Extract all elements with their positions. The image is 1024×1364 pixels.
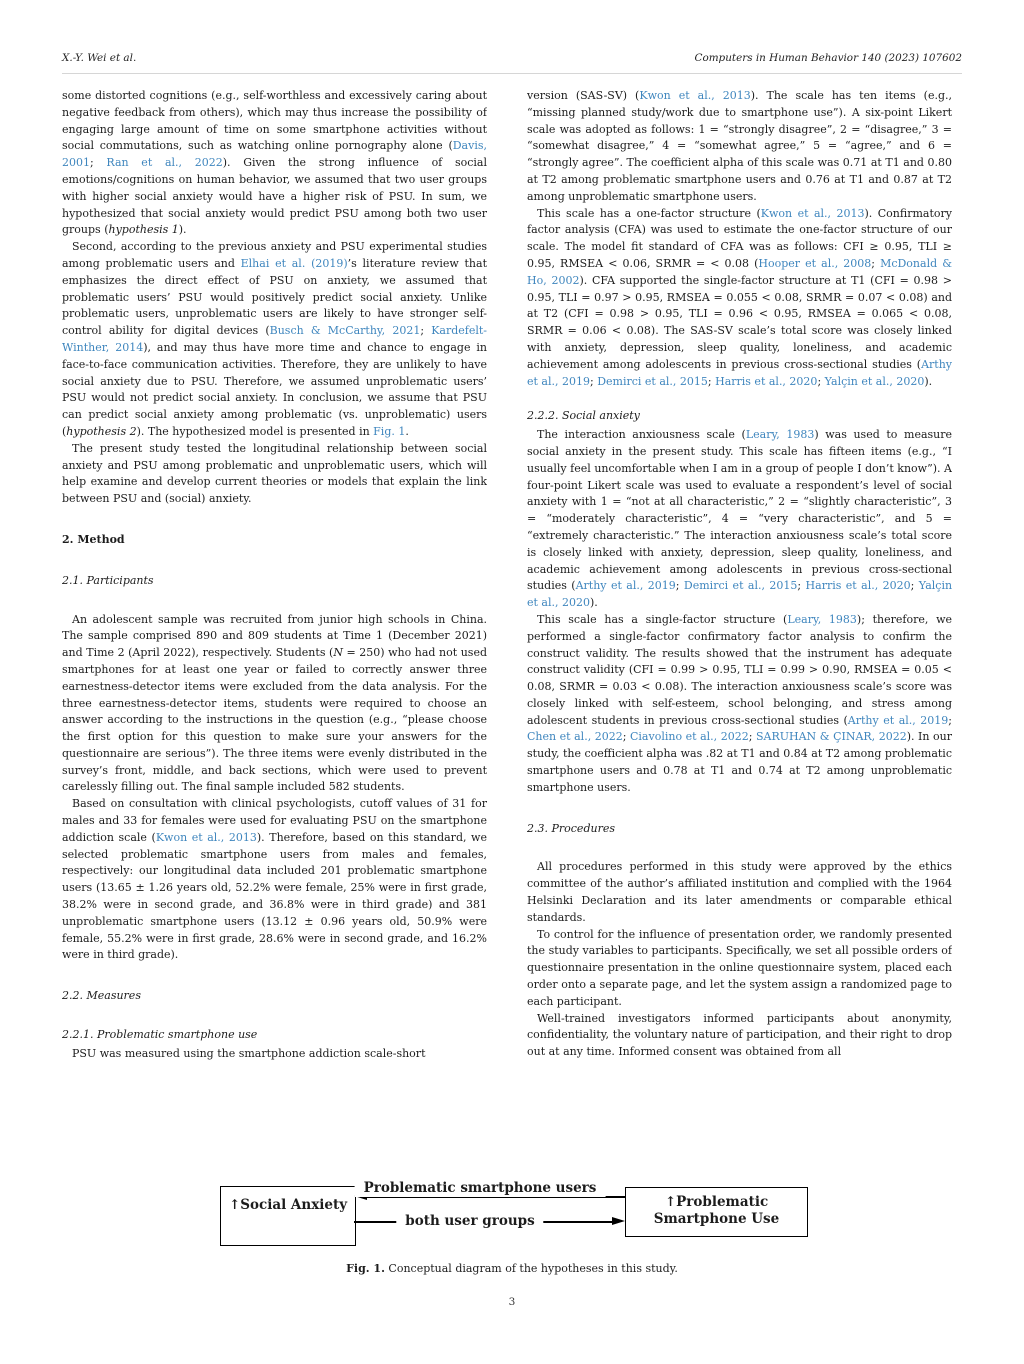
citation-link[interactable]: Kwon et al., 2013: [639, 89, 751, 102]
text-run: Second, according to the previous anxiety and PSU experimental studies among problematic users and: [62, 240, 487, 270]
citation-link[interactable]: Arthy et al., 2019: [527, 357, 952, 388]
citation-link[interactable]: Demirci et al., 2015: [683, 579, 798, 593]
text-run: ). Confirmatory factor analysis (CFA) was used to estimate the one-factor structure of our scale. The model fit standard of CFA was as follows: CFI ≥ 0.95, TLI ≥ 0.95, RMSEA < 0.06, SRMR = < 0.08 (: [527, 206, 952, 270]
figure-top-arrow-label: Problematic smartphone users: [355, 1180, 606, 1197]
page-number: 3: [508, 1296, 516, 1308]
paragraph: [62, 796, 487, 964]
left-column: [62, 88, 487, 1063]
figure-caption-label: Fig. 1.: [346, 1262, 385, 1275]
text-run: Well-trained investigators informed participants about anonymity, confidentiality, the voluntary nature of participation, and their right to drop out at any time. Informed consent was obtained from all: [527, 1011, 952, 1059]
figure-box-psu-label-line2: Smartphone Use: [653, 1211, 780, 1227]
citation-link[interactable]: Arthy et al., 2019: [575, 579, 676, 593]
paragraph: [62, 239, 487, 441]
text-run: ); therefore, we performed a single-factor confirmatory factor analysis to confirm the construct validity. The results showed that the instrument has adequate construct validity (CFI = 0.99 > 0.95, TLI = 0.99 > 0.90, RMSEA = 0.05 < 0.08, SRMR = 0.03 < 0.08). The interaction anxiousness scale’s score was closely linked with self-esteem, school belonging, and stress among adolescent students in previous cross-sectional studies (: [527, 612, 952, 727]
paragraph: [62, 88, 487, 239]
text-run: 2.2. Measures: [62, 989, 141, 1003]
citation-link[interactable]: Kwon et al., 2013: [760, 206, 865, 220]
text-run: ;: [817, 374, 825, 388]
citation-link[interactable]: Busch & McCarthy, 2021: [269, 324, 421, 338]
text-run: ;: [590, 374, 598, 388]
figure-box-psu-label-line1: ↑Problematic: [664, 1194, 769, 1210]
text-run: ;: [622, 730, 630, 744]
citation-link[interactable]: Chen et al., 2022: [527, 730, 623, 744]
paragraph: [527, 206, 952, 391]
citation-link[interactable]: Elhai et al. (2019): [240, 256, 348, 270]
text-run: PSU was measured using the smartphone addiction scale-short: [72, 1046, 426, 1060]
text-run: hypothesis 2: [66, 424, 137, 438]
figure-box-problematic-smartphone-use: [625, 1187, 808, 1237]
text-run: The interaction anxiousness scale (: [537, 428, 746, 442]
text-run: ), and may thus have more time and chance to engage in face-to-face communication activities. Therefore, they are unlikely to have social anxiety due to PSU. Therefore, we assumed unproblematic users’ PSU would not predict social anxiety. In conclusion, we assume that PSU can predict social anxiety among problematic (vs. unproblematic) users (: [62, 340, 487, 438]
citation-link[interactable]: McDonald & Ho, 2002: [527, 256, 952, 287]
paragraph: [527, 1011, 952, 1061]
citation-link[interactable]: Yalçin et al., 2020: [824, 374, 925, 388]
citation-link[interactable]: Arthy et al., 2019: [847, 713, 949, 727]
text-run: 2.1. Participants: [62, 573, 154, 587]
citation-link[interactable]: Hooper et al., 2008: [758, 256, 872, 270]
citation-link[interactable]: Leary, 1983: [745, 428, 815, 442]
section-heading: [527, 821, 952, 838]
text-run: 2.3. Procedures: [527, 821, 615, 835]
text-run: ). Given the strong influence of social emotions/cognitions on human behavior, we assumed that two user groups with higher social anxiety would have a higher risk of PSU. In sum, we hypothesized that social anxiety would predict PSU among both two user groups (: [62, 156, 487, 237]
paragraph: [62, 612, 487, 797]
text-run: ).: [178, 223, 187, 237]
citation-link[interactable]: Davis, 2001: [62, 139, 487, 170]
section-heading: [62, 573, 487, 590]
citation-link[interactable]: Kwon et al., 2013: [155, 830, 257, 844]
text-run: ).: [924, 374, 933, 388]
paragraph: [62, 1046, 487, 1063]
section-heading: [62, 1027, 487, 1044]
paragraph: [527, 612, 952, 797]
text-run: 2.2.2. Social anxiety: [527, 409, 640, 423]
text-run: ). Therefore, based on this standard, we selected problematic smartphone users from males and females, respectively: our longitudinal data included 201 problematic smartphone users (13.65 ± 1.26 years old, 52.2% were female, 25% were in first grade, 38.2% were in second grade, and 36.8% were in third grade) and 381 unproblematic smartphone users (13.12 ± 0.96 years old, 50.9% were female, 55.2% were in first grade, 28.6% were in second grade, and 16.2% were in third grade).: [62, 830, 487, 962]
figure-caption-text: Conceptual diagram of the hypotheses in this study.: [388, 1262, 678, 1275]
citation-link[interactable]: Ran et al., 2022: [106, 156, 223, 170]
paragraph: [527, 88, 952, 206]
citation-link[interactable]: Ciavolino et al., 2022: [630, 730, 749, 744]
text-run: ). CFA supported the single-factor structure at T1 (CFI = 0.98 > 0.95, TLI = 0.97 > 0.95, RMSEA = 0.055 < 0.08, SRMR = 0.07 < 0.08) and at T2 (CFI = 0.98 > 0.95, TLI = 0.96 < 0.95, RMSEA = 0.065 < 0.08, SRMR = 0.06 < 0.08). The SAS-SV scale’s total score was closely linked with anxiety, depression, sleep quality, loneliness, and academic achievement among adolescents in previous cross-sectional studies (: [527, 273, 952, 371]
text-run: 2.2.1. Problematic smartphone use: [62, 1028, 258, 1042]
figure-bottom-arrow-label: both user groups: [396, 1213, 543, 1230]
text-run: ) was used to measure social anxiety in the present study. This scale has fifteen items (e.g., “I usually feel uncomfortable when I am in a group of people I don’t know”). A four-point Likert scale was used to evaluate a respondent’s level of social anxiety with 1 = “not at all characteristic,” 2 = “slightly characteristic”, 3 = “moderately characteristic”, 4 = “very characteristic”, and 5 = “extremely characteristic.” The interaction anxiousness scale’s total score is closely linked with anxiety, depression, sleep quality, loneliness, and academic achievement among adolescents in previous cross-sectional studies (: [527, 428, 952, 593]
text-run: An adolescent sample was recruited from junior high schools in China. The sample comprised 890 and 809 students at Time 1 (December 2021) and Time 2 (April 2022), respectively. Students (: [62, 612, 487, 660]
text-run: This scale has a single-factor structure (: [537, 612, 788, 626]
text-run: ;: [910, 579, 919, 593]
text-run: ;: [748, 730, 756, 744]
text-run: ;: [797, 579, 806, 593]
text-run: The present study tested the longitudinal relationship between social anxiety and PSU among problematic and unproblematic users, which will help examine and develop current theories or models that explain the link between PSU and (social) anxiety.: [62, 441, 487, 506]
text-run: ). The hypothesized model is presented in: [136, 424, 374, 438]
text-run: ;: [948, 713, 952, 727]
text-run: ’s literature review that emphasizes the direct effect of PSU on anxiety, we assumed that problematic users’ PSU would positively predict social anxiety. Unlike problematic users, unproblematic users are likely to have stronger self-control ability for digital devices (: [62, 256, 487, 338]
text-run: ;: [675, 579, 684, 593]
citation-link[interactable]: Kardefelt-Winther, 2014: [62, 324, 487, 354]
figure-caption: [0, 1262, 1024, 1275]
figure-box-social-anxiety-label: ↑Social Anxiety: [228, 1197, 348, 1213]
text-run: ). The scale has ten items (e.g., “missing planned study/work due to smartphone use”). A six-point Likert scale was adopted as follows: 1 = “strongly disagree”, 2 = “disagree,” 3 = “somewhat disagree,” 4 = “somewhat agree,” 5 = “agree,” and 6 = “strongly agree”. The coefficient alpha of this scale was 0.71 at T1 and 0.80 at T2 among problematic smartphone users and 0.76 at T1 and 0.87 at T2 among unproblematic smartphone users.: [527, 89, 952, 203]
text-run: ;: [707, 374, 716, 388]
text-run: some distorted cognitions (e.g., self-worthless and excessively caring about negative feedback from others), which may thus increase the possibility of engaging large amount of time on some smartphone activities without social commutations, such as watching online pornography alone (: [62, 89, 487, 153]
section-heading: [62, 988, 487, 1005]
text-run: version (SAS-SV) (: [527, 89, 640, 102]
paragraph: [527, 927, 952, 1011]
journal-reference: Computers in Human Behavior 140 (2023) 107602: [694, 52, 962, 64]
citation-link[interactable]: Harris et al., 2020: [715, 374, 818, 388]
citation-link[interactable]: Harris et al., 2020: [805, 579, 911, 593]
text-run: N: [333, 646, 343, 660]
text-run: ;: [90, 156, 107, 170]
section-heading: [62, 532, 487, 549]
figure-box-social-anxiety: [220, 1186, 356, 1246]
paragraph: [527, 427, 952, 612]
text-run: Based on consultation with clinical psychologists, cutoff values of 31 for males and 33 for females were used for evaluating PSU on the smartphone addiction scale (: [62, 797, 487, 844]
text-run: hypothesis 1: [108, 223, 179, 237]
running-header: [62, 52, 962, 74]
right-column: [527, 88, 952, 1061]
text-run: ). In our study, the coefficient alpha was .82 at T1 and 0.84 at T2 among problematic smartphone users and 0.78 at T1 and 0.74 at T2 among unproblematic smartphone users.: [527, 730, 952, 794]
text-run: .: [405, 424, 409, 438]
citation-link[interactable]: Leary, 1983: [787, 612, 857, 626]
text-run: All procedures performed in this study were approved by the ethics committee of the author’s affiliated institution and complied with the 1964 Helsinki Declaration and its later amendments or comparable ethical standards.: [527, 860, 952, 924]
citation-link[interactable]: Demirci et al., 2015: [597, 374, 708, 388]
text-run: ).: [590, 596, 598, 610]
paragraph: [62, 441, 487, 508]
text-run: = 250) who had not used smartphones for at least one year or failed to correctly answer three earnestness-detector items were excluded from the data analysis. For the three earnestness-detector items, students were required to choose an answer according to the instructions in the question (e.g., “please choose the first option for this question to make sure your answers for the questionnaire are serious”). The three items were evenly distributed in the survey’s front, middle, and back sections, which were used to prevent carelessly filling out. The final sample included 582 students.: [62, 646, 487, 794]
paragraph: [527, 859, 952, 926]
text-run: ;: [871, 256, 881, 270]
citation-link[interactable]: Yalçin et al., 2020: [527, 579, 952, 610]
citation-link[interactable]: SARUHAN & ÇINAR, 2022: [755, 730, 907, 744]
text-run: ;: [420, 324, 432, 338]
text-run: 2. Method: [62, 532, 125, 546]
text-run: To control for the influence of presentation order, we randomly presented the study variables to participants. Specifically, we set all possible orders of questionnaire presentation in the online questionnaire system, placed each order onto a separate page, and let the system assign a randomized page to each participant.: [527, 927, 952, 1008]
right-arrowhead-icon: [612, 1217, 625, 1225]
section-heading: [527, 408, 952, 425]
running-author: X.-Y. Wei et al.: [62, 52, 137, 64]
text-run: This scale has a one-factor structure (: [537, 206, 761, 220]
citation-link[interactable]: Fig. 1: [373, 424, 406, 438]
